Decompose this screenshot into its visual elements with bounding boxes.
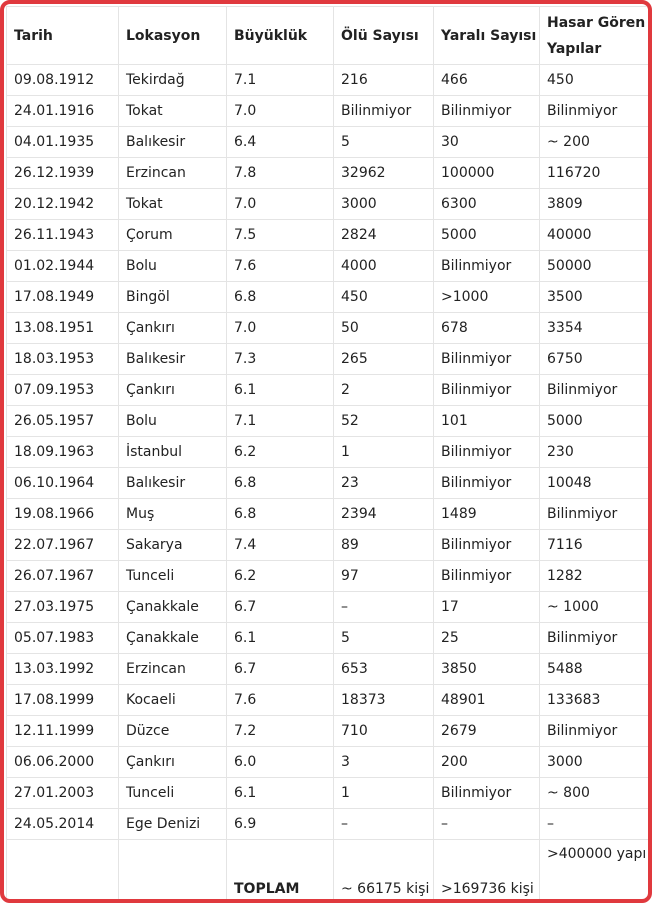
cell-location: Bingöl <box>119 282 227 313</box>
table-row <box>7 344 649 375</box>
cell-magnitude: 6.8 <box>227 282 334 313</box>
cell-magnitude: 6.1 <box>227 375 334 406</box>
table-row <box>7 468 649 499</box>
cell-dead: 2 <box>334 375 434 406</box>
cell-damaged-buildings: 50000 <box>540 251 649 282</box>
cell-date: 06.10.1964 <box>7 468 119 499</box>
cell-dead: 265 <box>334 344 434 375</box>
cell-date: 27.03.1975 <box>7 592 119 623</box>
cell-damaged-buildings: 5000 <box>540 406 649 437</box>
table-row <box>7 778 649 809</box>
cell-damaged-buildings: 133683 <box>540 685 649 716</box>
cell-damaged-buildings: Bilinmiyor <box>540 375 649 406</box>
cell-dead: 23 <box>334 468 434 499</box>
cell-dead: 450 <box>334 282 434 313</box>
cell-location: Çankırı <box>119 313 227 344</box>
cell-damaged-buildings: Bilinmiyor <box>540 716 649 747</box>
cell-dead: 97 <box>334 561 434 592</box>
cell-date: 17.08.1999 <box>7 685 119 716</box>
table-row <box>7 499 649 530</box>
cell-dead: 653 <box>334 654 434 685</box>
cell-dead: – <box>334 809 434 840</box>
cell-date: 12.11.1999 <box>7 716 119 747</box>
cell-magnitude: 6.7 <box>227 592 334 623</box>
table-row <box>7 65 649 96</box>
cell-damaged-buildings: 1282 <box>540 561 649 592</box>
cell-injured: 678 <box>434 313 540 344</box>
total-date-cell <box>7 840 119 903</box>
cell-injured: Bilinmiyor <box>434 375 540 406</box>
cell-date: 22.07.1967 <box>7 530 119 561</box>
cell-date: 09.08.1912 <box>7 65 119 96</box>
cell-location: Kocaeli <box>119 685 227 716</box>
cell-magnitude: 7.1 <box>227 65 334 96</box>
cell-dead: Bilinmiyor <box>334 96 434 127</box>
cell-date: 01.02.1944 <box>7 251 119 282</box>
cell-damaged-buildings: 3809 <box>540 189 649 220</box>
cell-injured: Bilinmiyor <box>434 251 540 282</box>
table-row <box>7 530 649 561</box>
cell-damaged-buildings: 10048 <box>540 468 649 499</box>
cell-injured: 466 <box>434 65 540 96</box>
cell-damaged-buildings: 5488 <box>540 654 649 685</box>
cell-damaged-buildings: 3354 <box>540 313 649 344</box>
cell-location: Balıkesir <box>119 344 227 375</box>
cell-dead: 3000 <box>334 189 434 220</box>
cell-dead: 710 <box>334 716 434 747</box>
cell-magnitude: 7.6 <box>227 251 334 282</box>
table-row <box>7 313 649 344</box>
cell-damaged-buildings: 40000 <box>540 220 649 251</box>
cell-damaged-buildings: 7116 <box>540 530 649 561</box>
cell-damaged-buildings: 3000 <box>540 747 649 778</box>
table-row <box>7 282 649 313</box>
cell-date: 26.05.1957 <box>7 406 119 437</box>
header-date: Tarih <box>7 7 119 65</box>
cell-magnitude: 6.1 <box>227 778 334 809</box>
cell-location: Erzincan <box>119 654 227 685</box>
cell-date: 07.09.1953 <box>7 375 119 406</box>
earthquake-table <box>6 6 649 903</box>
cell-magnitude: 7.6 <box>227 685 334 716</box>
cell-injured: Bilinmiyor <box>434 344 540 375</box>
cell-location: Tunceli <box>119 561 227 592</box>
cell-magnitude: 7.4 <box>227 530 334 561</box>
cell-damaged-buildings: Bilinmiyor <box>540 623 649 654</box>
total-label: TOPLAM <box>227 840 334 903</box>
cell-location: Bolu <box>119 406 227 437</box>
cell-damaged-buildings: 6750 <box>540 344 649 375</box>
cell-dead: 18373 <box>334 685 434 716</box>
cell-location: Ege Denizi <box>119 809 227 840</box>
header-dead: Ölü Sayısı <box>334 7 434 65</box>
cell-date: 05.07.1983 <box>7 623 119 654</box>
cell-dead: 2394 <box>334 499 434 530</box>
table-row <box>7 561 649 592</box>
cell-magnitude: 6.1 <box>227 623 334 654</box>
table-row <box>7 654 649 685</box>
cell-date: 04.01.1935 <box>7 127 119 158</box>
cell-location: Çankırı <box>119 375 227 406</box>
cell-date: 24.01.1916 <box>7 96 119 127</box>
cell-injured: 3850 <box>434 654 540 685</box>
cell-dead: 52 <box>334 406 434 437</box>
cell-magnitude: 6.9 <box>227 809 334 840</box>
cell-injured: 30 <box>434 127 540 158</box>
cell-date: 26.11.1943 <box>7 220 119 251</box>
table-row <box>7 592 649 623</box>
cell-magnitude: 6.8 <box>227 468 334 499</box>
cell-location: Çanakkale <box>119 592 227 623</box>
cell-magnitude: 7.0 <box>227 313 334 344</box>
cell-damaged-buildings: – <box>540 809 649 840</box>
table-row <box>7 251 649 282</box>
cell-date: 24.05.2014 <box>7 809 119 840</box>
cell-dead: 1 <box>334 778 434 809</box>
cell-magnitude: 7.8 <box>227 158 334 189</box>
cell-injured: 17 <box>434 592 540 623</box>
cell-dead: 1 <box>334 437 434 468</box>
cell-magnitude: 7.1 <box>227 406 334 437</box>
cell-injured: Bilinmiyor <box>434 530 540 561</box>
cell-injured: Bilinmiyor <box>434 437 540 468</box>
cell-location: Tokat <box>119 189 227 220</box>
cell-date: 26.07.1967 <box>7 561 119 592</box>
cell-location: Çankırı <box>119 747 227 778</box>
cell-date: 18.09.1963 <box>7 437 119 468</box>
cell-magnitude: 7.0 <box>227 189 334 220</box>
cell-date: 06.06.2000 <box>7 747 119 778</box>
cell-date: 17.08.1949 <box>7 282 119 313</box>
cell-injured: – <box>434 809 540 840</box>
total-row <box>7 840 649 903</box>
cell-dead: 216 <box>334 65 434 96</box>
cell-damaged-buildings: 3500 <box>540 282 649 313</box>
cell-date: 19.08.1966 <box>7 499 119 530</box>
cell-magnitude: 7.0 <box>227 96 334 127</box>
header-location: Lokasyon <box>119 7 227 65</box>
cell-date: 20.12.1942 <box>7 189 119 220</box>
cell-location: Balıkesir <box>119 127 227 158</box>
cell-dead: 5 <box>334 623 434 654</box>
cell-injured: Bilinmiyor <box>434 778 540 809</box>
cell-damaged-buildings: 230 <box>540 437 649 468</box>
cell-magnitude: 6.7 <box>227 654 334 685</box>
table-row <box>7 406 649 437</box>
cell-location: Muş <box>119 499 227 530</box>
cell-magnitude: 7.5 <box>227 220 334 251</box>
cell-injured: 100000 <box>434 158 540 189</box>
cell-dead: – <box>334 592 434 623</box>
cell-damaged-buildings: 116720 <box>540 158 649 189</box>
cell-injured: 48901 <box>434 685 540 716</box>
header-damaged-buildings: Hasar Gören Yapılar <box>540 7 649 65</box>
cell-damaged-buildings: ~ 800 <box>540 778 649 809</box>
cell-location: Erzincan <box>119 158 227 189</box>
cell-dead: 89 <box>334 530 434 561</box>
cell-injured: Bilinmiyor <box>434 561 540 592</box>
cell-location: Tokat <box>119 96 227 127</box>
cell-magnitude: 6.0 <box>227 747 334 778</box>
cell-location: Çorum <box>119 220 227 251</box>
cell-injured: 2679 <box>434 716 540 747</box>
cell-dead: 4000 <box>334 251 434 282</box>
cell-dead: 50 <box>334 313 434 344</box>
total-dead: ~ 66175 kişi <box>334 840 434 903</box>
table-row <box>7 716 649 747</box>
table-row <box>7 220 649 251</box>
header-injured: Yaralı Sayısı <box>434 7 540 65</box>
cell-magnitude: 6.2 <box>227 437 334 468</box>
cell-location: Tunceli <box>119 778 227 809</box>
table-row <box>7 623 649 654</box>
cell-injured: 25 <box>434 623 540 654</box>
cell-date: 27.01.2003 <box>7 778 119 809</box>
cell-date: 13.08.1951 <box>7 313 119 344</box>
cell-location: Çanakkale <box>119 623 227 654</box>
cell-magnitude: 6.2 <box>227 561 334 592</box>
cell-date: 18.03.1953 <box>7 344 119 375</box>
cell-injured: 1489 <box>434 499 540 530</box>
cell-injured: 200 <box>434 747 540 778</box>
cell-date: 13.03.1992 <box>7 654 119 685</box>
cell-injured: >1000 <box>434 282 540 313</box>
cell-dead: 3 <box>334 747 434 778</box>
cell-dead: 2824 <box>334 220 434 251</box>
cell-damaged-buildings: ~ 200 <box>540 127 649 158</box>
table-row <box>7 96 649 127</box>
table-row <box>7 747 649 778</box>
total-location-cell <box>119 840 227 903</box>
table-row <box>7 127 649 158</box>
cell-injured: Bilinmiyor <box>434 468 540 499</box>
cell-location: Sakarya <box>119 530 227 561</box>
cell-date: 26.12.1939 <box>7 158 119 189</box>
cell-damaged-buildings: ~ 1000 <box>540 592 649 623</box>
cell-injured: 6300 <box>434 189 540 220</box>
cell-location: Düzce <box>119 716 227 747</box>
total-injured: >169736 kişi <box>434 840 540 903</box>
table-row <box>7 375 649 406</box>
cell-injured: Bilinmiyor <box>434 96 540 127</box>
cell-magnitude: 6.4 <box>227 127 334 158</box>
cell-magnitude: 7.3 <box>227 344 334 375</box>
header-row <box>7 7 649 65</box>
cell-dead: 5 <box>334 127 434 158</box>
cell-injured: 5000 <box>434 220 540 251</box>
cell-location: Bolu <box>119 251 227 282</box>
cell-injured: 101 <box>434 406 540 437</box>
cell-dead: 32962 <box>334 158 434 189</box>
cell-magnitude: 7.2 <box>227 716 334 747</box>
cell-damaged-buildings: 450 <box>540 65 649 96</box>
cell-magnitude: 6.8 <box>227 499 334 530</box>
header-magnitude: Büyüklük <box>227 7 334 65</box>
table-row <box>7 809 649 840</box>
table-row <box>7 437 649 468</box>
cell-damaged-buildings: Bilinmiyor <box>540 499 649 530</box>
table-row <box>7 685 649 716</box>
table-row <box>7 189 649 220</box>
cell-location: Tekirdağ <box>119 65 227 96</box>
cell-location: İstanbul <box>119 437 227 468</box>
cell-location: Balıkesir <box>119 468 227 499</box>
total-buildings: >400000 yapı <box>540 840 649 903</box>
table-row <box>7 158 649 189</box>
cell-damaged-buildings: Bilinmiyor <box>540 96 649 127</box>
